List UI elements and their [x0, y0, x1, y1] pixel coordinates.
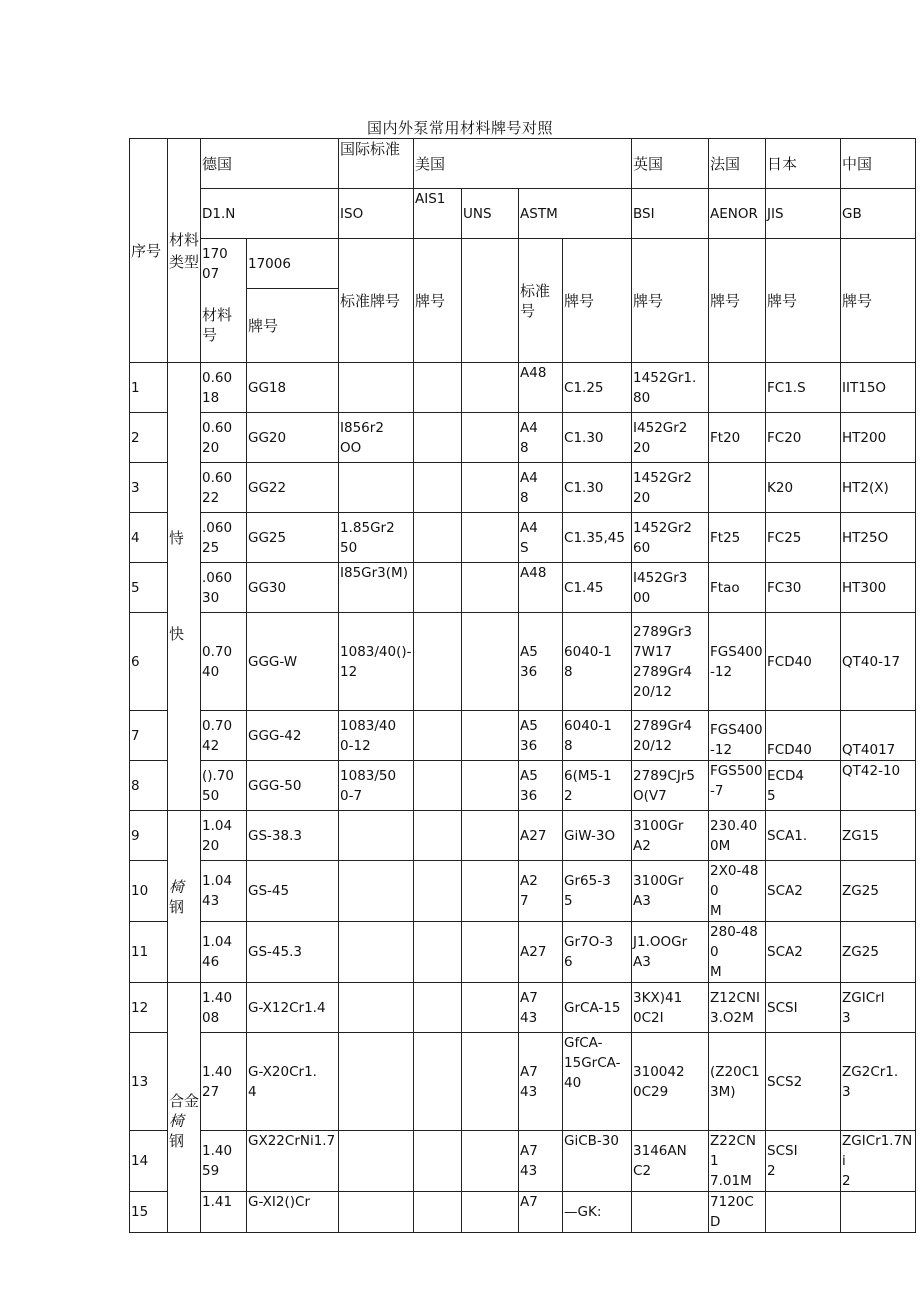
cell-aenor: Ft25	[709, 513, 766, 563]
cell-astm-grade: C1.35,45	[563, 513, 632, 563]
cell-uns	[462, 613, 519, 711]
cell-din-grade: GG18	[247, 363, 339, 413]
cell-din-grade: G-X12Cr1.4	[247, 983, 339, 1033]
document-title: 国内外泵常用材料牌号对照	[366, 119, 553, 137]
cell-uns	[462, 1033, 519, 1131]
header-astm-std-no: 标准 号	[519, 239, 563, 363]
cell-astm-grade: 6(M5-1 2	[563, 761, 632, 811]
cell-seq: 7	[130, 711, 168, 761]
cell-din-grade: GS-45	[247, 861, 339, 922]
cell-aisi	[414, 861, 462, 922]
cell-seq: 12	[130, 983, 168, 1033]
table-row	[130, 761, 916, 811]
table-row	[130, 1131, 916, 1192]
cell-seq: 6	[130, 613, 168, 711]
cell-jis: K20	[766, 463, 841, 513]
cell-bsi: 3146AN C2	[632, 1131, 709, 1192]
cell-bsi: I452Gr2 20	[632, 413, 709, 463]
cell-bsi: 3100Gr A2	[632, 811, 709, 861]
table-row	[130, 613, 916, 711]
cell-din-no: 1.04 20	[201, 811, 247, 861]
header-material-type: 材料类型	[168, 139, 201, 363]
cell-iso: 1083/40()- 12	[339, 613, 414, 711]
cell-astm-grade: GrCA-15	[563, 983, 632, 1033]
cell-gb: ZG25	[841, 922, 916, 983]
table-row	[130, 563, 916, 613]
table-row	[130, 413, 916, 463]
category-cast-steel-label-1: 椅	[169, 877, 185, 896]
cell-din-grade: GS-45.3	[247, 922, 339, 983]
cell-astm-grade: GfCA- 15GrCA- 40	[563, 1033, 632, 1131]
table-row	[130, 811, 916, 861]
cell-astm-std: A4 8	[519, 463, 563, 513]
cell-aisi	[414, 761, 462, 811]
cell-seq: 15	[130, 1192, 168, 1233]
category-cast-iron	[168, 363, 201, 811]
cell-jis: SCSI	[766, 983, 841, 1033]
cell-bsi: 2789Gr4 20/12	[632, 711, 709, 761]
cell-astm-grade: C1.45	[563, 563, 632, 613]
cell-seq: 14	[130, 1131, 168, 1192]
cell-din-grade: GG22	[247, 463, 339, 513]
cell-astm-std: A5 36	[519, 613, 563, 711]
category-cast-iron-label-1: 恃	[169, 528, 185, 547]
cell-astm-std: A7 43	[519, 1131, 563, 1192]
cell-uns	[462, 983, 519, 1033]
material-comparison-table	[129, 138, 916, 1233]
header-material-no: 材料 号	[201, 289, 247, 363]
cell-bsi: 2789CJr5 O(V7	[632, 761, 709, 811]
cell-astm-grade: 6040-1 8	[563, 613, 632, 711]
cell-bsi	[632, 1192, 709, 1233]
cell-gb: HT2(X)	[841, 463, 916, 513]
cell-astm-std: A7 43	[519, 1033, 563, 1131]
table-row	[130, 363, 916, 413]
cell-jis	[766, 1192, 841, 1233]
cell-iso	[339, 363, 414, 413]
cell-astm-std: A4 S	[519, 513, 563, 563]
cell-iso	[339, 983, 414, 1033]
cell-astm-grade: C1.30	[563, 463, 632, 513]
cell-aisi	[414, 613, 462, 711]
cell-astm-std: A7	[519, 1192, 563, 1233]
header-jis: JIS	[766, 189, 841, 239]
cell-uns	[462, 463, 519, 513]
cell-gb: QT4017	[841, 711, 916, 761]
header-aisi-grade: 牌号	[414, 239, 462, 363]
cell-astm-grade: C1.30	[563, 413, 632, 463]
cell-jis: SCS2	[766, 1033, 841, 1131]
cell-aisi	[414, 811, 462, 861]
table-row	[130, 711, 916, 761]
cell-aisi	[414, 563, 462, 613]
category-cast-steel	[168, 811, 201, 983]
header-aisi: AIS1	[414, 189, 462, 239]
cell-din-grade: GG25	[247, 513, 339, 563]
header-china: 中国	[841, 139, 916, 189]
category-alloy-label-1: 合金	[169, 1091, 200, 1110]
cell-gb: HT300	[841, 563, 916, 613]
cell-aenor: Z12CNI 3.O2M	[709, 983, 766, 1033]
cell-jis: ECD4 5	[766, 761, 841, 811]
table-row	[130, 983, 916, 1033]
cell-seq: 3	[130, 463, 168, 513]
cell-aisi	[414, 463, 462, 513]
cell-astm-grade: GiCB-30	[563, 1131, 632, 1192]
cell-jis: FC30	[766, 563, 841, 613]
cell-seq: 4	[130, 513, 168, 563]
cell-gb: ZG25	[841, 861, 916, 922]
header-din-grade: 牌号	[247, 289, 339, 363]
cell-uns	[462, 761, 519, 811]
cell-aenor: Ftao	[709, 563, 766, 613]
cell-aenor: Ft20	[709, 413, 766, 463]
cell-bsi: J1.OOGr A3	[632, 922, 709, 983]
cell-astm-std: A5 36	[519, 761, 563, 811]
header-astm: ASTM	[519, 189, 632, 239]
cell-din-no: 0.60 22	[201, 463, 247, 513]
table-row	[130, 1033, 916, 1131]
header-astm-grade: 牌号	[563, 239, 632, 363]
cell-astm-std: A2 7	[519, 861, 563, 922]
header-seq: 序号	[130, 139, 168, 363]
cell-jis: FCD40	[766, 613, 841, 711]
cell-din-no: 0.70 40	[201, 613, 247, 711]
cell-din-no: 0.60 20	[201, 413, 247, 463]
header-jis-grade: 牌号	[766, 239, 841, 363]
cell-seq: 2	[130, 413, 168, 463]
cell-din-no: 1.40 27	[201, 1033, 247, 1131]
cell-gb: QT40-17	[841, 613, 916, 711]
cell-astm-grade: 6040-1 8	[563, 711, 632, 761]
cell-astm-grade: C1.25	[563, 363, 632, 413]
table-row	[130, 513, 916, 563]
header-uns-empty	[462, 239, 519, 363]
cell-aisi	[414, 711, 462, 761]
cell-bsi: 2789Gr3 7W17 2789Gr4 20/12	[632, 613, 709, 711]
cell-uns	[462, 1131, 519, 1192]
cell-bsi: 1452Gr2 60	[632, 513, 709, 563]
cell-astm-std: A48	[519, 563, 563, 613]
cell-astm-grade: Gr7O-3 6	[563, 922, 632, 983]
cell-astm-grade: Gr65-3 5	[563, 861, 632, 922]
cell-aisi	[414, 1131, 462, 1192]
category-alloy-cast-steel	[168, 983, 201, 1233]
cell-din-grade: GS-38.3	[247, 811, 339, 861]
header-iso-standard: 国际标准	[339, 139, 414, 189]
header-germany: 德国	[201, 139, 339, 189]
header-iso: ISO	[339, 189, 414, 239]
cell-gb: ZG2Cr1. 3	[841, 1033, 916, 1131]
cell-din-grade: GG30	[247, 563, 339, 613]
cell-gb: HT25O	[841, 513, 916, 563]
cell-din-no: ().70 50	[201, 761, 247, 811]
cell-din-grade: GGG-42	[247, 711, 339, 761]
cell-aenor: FGS400-12	[709, 613, 766, 711]
header-usa: 美国	[414, 139, 632, 189]
cell-din-no: 0.60 18	[201, 363, 247, 413]
header-uns: UNS	[462, 189, 519, 239]
cell-uns	[462, 1192, 519, 1233]
cell-gb: ZGICr1.7Ni 2	[841, 1131, 916, 1192]
cell-uns	[462, 363, 519, 413]
cell-aenor	[709, 463, 766, 513]
cell-aenor	[709, 363, 766, 413]
cell-gb: IIT15O	[841, 363, 916, 413]
cell-iso: 1083/50 0-7	[339, 761, 414, 811]
cell-din-no: 1.04 43	[201, 861, 247, 922]
cell-din-no: 1.04 46	[201, 922, 247, 983]
header-std-grade: 标准牌号	[339, 239, 414, 363]
cell-uns	[462, 563, 519, 613]
cell-astm-std: A7 43	[519, 983, 563, 1033]
cell-uns	[462, 513, 519, 563]
cell-jis: FC25	[766, 513, 841, 563]
header-japan: 日本	[766, 139, 841, 189]
cell-astm-std: A27	[519, 811, 563, 861]
header-gb: GB	[841, 189, 916, 239]
cell-jis: SCA2	[766, 922, 841, 983]
cell-iso: 1.85Gr2 50	[339, 513, 414, 563]
category-alloy-label-2: 椅	[169, 1111, 185, 1130]
cell-din-no: 1.40 08	[201, 983, 247, 1033]
cell-uns	[462, 922, 519, 983]
cell-aisi	[414, 1033, 462, 1131]
cell-aenor: 7120CD	[709, 1192, 766, 1233]
category-alloy-label-3: 钢	[169, 1131, 185, 1150]
header-din-17007: 170 07	[201, 239, 247, 289]
header-aenor-grade: 牌号	[709, 239, 766, 363]
cell-aisi	[414, 983, 462, 1033]
cell-din-no: 1.40 59	[201, 1131, 247, 1192]
header-bsi: BSI	[632, 189, 709, 239]
cell-seq: 13	[130, 1033, 168, 1131]
cell-din-grade: GGG-50	[247, 761, 339, 811]
cell-jis: FC20	[766, 413, 841, 463]
cell-din-grade: G-X20Cr1. 4	[247, 1033, 339, 1131]
cell-seq: 9	[130, 811, 168, 861]
cell-gb	[841, 1192, 916, 1233]
cell-iso	[339, 463, 414, 513]
cell-astm-std: A48	[519, 363, 563, 413]
cell-jis: SCA1.	[766, 811, 841, 861]
header-bsi-grade: 牌号	[632, 239, 709, 363]
cell-jis: FCD40	[766, 711, 841, 761]
header-uk: 英国	[632, 139, 709, 189]
header-din: D1.N	[201, 189, 339, 239]
cell-din-grade: GX22CrNi1.7	[247, 1131, 339, 1192]
table-row	[130, 1192, 916, 1233]
cell-bsi: 1452Gr2 20	[632, 463, 709, 513]
cell-aisi	[414, 922, 462, 983]
cell-jis: FC1.S	[766, 363, 841, 413]
cell-uns	[462, 861, 519, 922]
cell-aenor: 280-480 M	[709, 922, 766, 983]
cell-din-grade: GG20	[247, 413, 339, 463]
cell-bsi: 310042 0C29	[632, 1033, 709, 1131]
cell-din-no: .060 25	[201, 513, 247, 563]
cell-gb: ZGICrl 3	[841, 983, 916, 1033]
table-row	[130, 463, 916, 513]
category-cast-steel-label-2: 钢	[169, 897, 185, 916]
cell-uns	[462, 413, 519, 463]
cell-iso	[339, 1131, 414, 1192]
cell-din-no: .060 30	[201, 563, 247, 613]
cell-seq: 10	[130, 861, 168, 922]
cell-aenor: 230.400M	[709, 811, 766, 861]
cell-din-grade: G-XI2()Cr	[247, 1192, 339, 1233]
cell-aenor: FGS400-12	[709, 711, 766, 761]
cell-iso: I85Gr3(M)	[339, 563, 414, 613]
cell-astm-std: A5 36	[519, 711, 563, 761]
cell-din-grade: GGG-W	[247, 613, 339, 711]
cell-iso	[339, 1033, 414, 1131]
cell-iso	[339, 861, 414, 922]
cell-uns	[462, 811, 519, 861]
header-din-17006: 17006	[247, 239, 339, 289]
cell-seq: 1	[130, 363, 168, 413]
cell-jis: SCSI 2	[766, 1131, 841, 1192]
header-gb-grade: 牌号	[841, 239, 916, 363]
cell-jis: SCA2	[766, 861, 841, 922]
cell-aisi	[414, 363, 462, 413]
cell-aisi	[414, 413, 462, 463]
cell-iso	[339, 922, 414, 983]
cell-seq: 8	[130, 761, 168, 811]
cell-astm-std: A4 8	[519, 413, 563, 463]
cell-bsi: I452Gr3 00	[632, 563, 709, 613]
table-row	[130, 922, 916, 983]
cell-bsi: 3KX)41 0C2I	[632, 983, 709, 1033]
cell-iso	[339, 811, 414, 861]
cell-gb: HT200	[841, 413, 916, 463]
cell-astm-std: A27	[519, 922, 563, 983]
cell-bsi: 1452Gr1. 80	[632, 363, 709, 413]
cell-iso: 1083/40 0-12	[339, 711, 414, 761]
cell-astm-grade: —GK:	[563, 1192, 632, 1233]
cell-aisi	[414, 513, 462, 563]
cell-gb: ZG15	[841, 811, 916, 861]
cell-iso: I856r2 OO	[339, 413, 414, 463]
cell-iso	[339, 1192, 414, 1233]
cell-aenor: (Z20C13M)	[709, 1033, 766, 1131]
cell-seq: 5	[130, 563, 168, 613]
cell-din-no: 1.41	[201, 1192, 247, 1233]
header-aenor: AENOR	[709, 189, 766, 239]
cell-din-no: 0.70 42	[201, 711, 247, 761]
cell-aenor: Z22CN1 7.01M	[709, 1131, 766, 1192]
header-france: 法国	[709, 139, 766, 189]
cell-astm-grade: GiW-3O	[563, 811, 632, 861]
cell-bsi: 3100Gr A3	[632, 861, 709, 922]
cell-seq: 11	[130, 922, 168, 983]
cell-aenor: FGS500 -7	[709, 761, 766, 811]
cell-gb: QT42-10	[841, 761, 916, 811]
category-cast-iron-label-2: 快	[169, 624, 185, 643]
cell-uns	[462, 711, 519, 761]
table-row	[130, 861, 916, 922]
cell-aenor: 2X0-480 M	[709, 861, 766, 922]
cell-aisi	[414, 1192, 462, 1233]
